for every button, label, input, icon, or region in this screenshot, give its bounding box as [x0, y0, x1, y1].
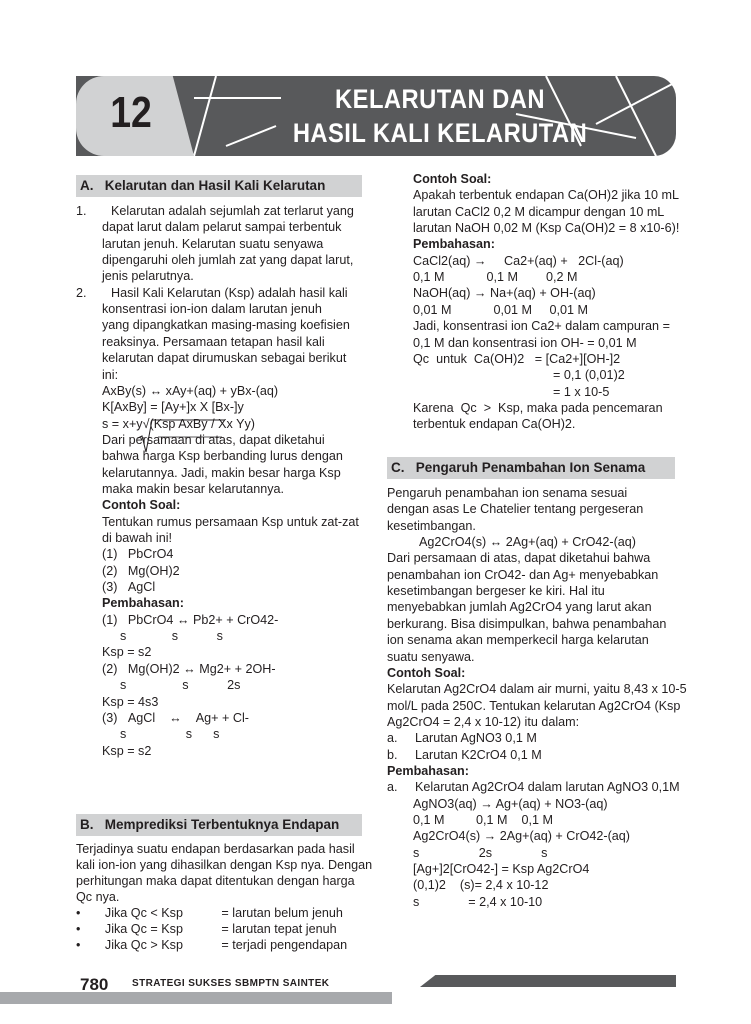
footer-grey-bar — [0, 992, 392, 1004]
chapter-title-line2: HASIL KALI KELARUTAN — [292, 118, 588, 148]
text-line: Ksp = s2 — [102, 743, 152, 758]
text-line: Tentukan rumus persamaan Ksp untuk zat-zat — [102, 514, 359, 529]
text-line: 0,1 M 0,1 M 0,2 M — [413, 270, 578, 285]
text-line: suatu senyawa. — [387, 649, 475, 664]
text-line: di bawah ini! — [102, 531, 173, 545]
text-line: AxBy(s) ↔ xAy+(aq) + yBx-(aq) — [102, 383, 279, 398]
text-line: • Jika Qc > Ksp = terjadi pengendapan — [76, 938, 348, 952]
text-line: Ag2CrO4(s) → 2Ag+(aq) + CrO42-(aq) — [413, 829, 630, 844]
text-line: Ag2CrO4 = 2,4 x 10-12) itu dalam: — [387, 714, 580, 729]
book-title: STRATEGI SUKSES SBMPTN SAINTEK — [132, 978, 330, 989]
text-line: (3) AgCl ↔ Ag+ + Cl- — [102, 710, 249, 725]
text-line: s s s — [120, 727, 220, 742]
text-line: Karena Qc > Ksp, maka pada pencemaran — [413, 400, 663, 415]
text-line: Pengaruh penambahan ion senama sesuai — [387, 486, 628, 500]
section-a-title: A. Kelarutan dan Hasil Kali Kelarutan — [80, 178, 326, 193]
text-line: berkurang. Bisa disimpulkan, bahwa penambahan — [387, 616, 667, 631]
text-line: Qc nya. — [76, 890, 120, 904]
page-number: 780 — [80, 975, 109, 994]
text-line: 0,01 M 0,01 M 0,01 M — [413, 302, 588, 317]
text-line: ini: — [102, 367, 119, 382]
text-line: K[AxBy] = [Ay+]x X [Bx-]y — [102, 400, 244, 415]
text-line: a. Larutan AgNO3 0,1 M — [387, 731, 537, 746]
text-line: Dari persamaan di atas, dapat diketahui — [102, 432, 325, 447]
text-line: s s 2s — [120, 678, 241, 693]
footer-dark-bar — [420, 975, 676, 987]
chapter-number: 12 — [110, 88, 152, 137]
text-line: 2. Hasil Kali Kelarutan (Ksp) adalah hasil kali — [76, 285, 348, 300]
text-line: (2) Mg(OH)2 — [102, 563, 180, 578]
text-line: a. Kelarutan Ag2CrO4 dalam larutan AgNO3 0,1M — [387, 780, 680, 795]
text-line: dengan asas Le Chatelier tentang pergeseran — [387, 502, 644, 517]
text-line: Terjadinya suatu endapan berdasarkan pada hasil — [76, 842, 355, 856]
text-line: terbentuk endapan Ca(OH)2. — [413, 417, 576, 432]
text-line: larutan jenuh. Kelarutan suatu senyawa — [102, 236, 324, 251]
text-line: kali ion-ion yang dihasilkan dengan Ksp nya. Dengan — [76, 858, 373, 872]
text-line: penambahan ion CrO42- dan Ag+ menyebabkan — [387, 567, 659, 582]
text-line: = 0,1 (0,01)2 — [553, 368, 625, 383]
text-line: Qc untuk Ca(OH)2 = [Ca2+][OH-]2 — [413, 351, 621, 366]
text-line: Ksp = s2 — [102, 645, 152, 660]
text-line: kesetimbangan bergeser ke kiri. Hal itu — [387, 584, 605, 599]
text-line: larutan CaCl2 0,2 M dicampur dengan 10 mL — [413, 204, 665, 219]
text-line: s 2s s — [413, 845, 548, 860]
text-line: Pembahasan: — [102, 596, 184, 611]
text-line: • Jika Qc = Ksp = larutan tepat jenuh — [76, 922, 337, 936]
text-line: Kelarutan Ag2CrO4 dalam air murni, yaitu 8,43 x 10-5 — [387, 682, 687, 697]
text-line: AgNO3(aq) → Ag+(aq) + NO3-(aq) — [413, 796, 608, 811]
text-line: Dari persamaan di atas, dapat diketahui bahwa — [387, 551, 651, 566]
text-line: (1) PbCrO4 — [102, 547, 174, 562]
text-line: bahwa harga Ksp berbanding lurus dengan — [102, 449, 343, 464]
text-line: CaCl2(aq) → Ca2+(aq) + 2Cl-(aq) — [413, 253, 624, 268]
section-c-title: C. Pengaruh Penambahan Ion Senama — [391, 460, 646, 475]
text-line: perhitungan maka dapat ditentukan dengan harga — [76, 874, 355, 888]
text-line: Apakah terbentuk endapan Ca(OH)2 jika 10 mL — [413, 188, 680, 203]
text-line: Jadi, konsentrasi ion Ca2+ dalam campuran = — [413, 319, 670, 334]
text-line: maka makin besar kelarutannya. — [102, 481, 285, 496]
text-line: konsentrasi ion-ion dalam larutan jenuh — [102, 302, 322, 317]
section-b-title: B. Memprediksi Terbentuknya Endapan — [80, 817, 340, 832]
text-line: dipengaruhi oleh jumlah zat yang dapat larut, — [102, 253, 354, 268]
text-line: mol/L pada 250C. Tentukan kelarutan Ag2CrO4 (Ksp — [387, 698, 681, 713]
text-line: s = x+y√(Ksp AxBy / Xx Yy) — [102, 416, 255, 431]
text-line: Contoh Soal: — [413, 172, 492, 186]
text-line: 1. Kelarutan adalah sejumlah zat terlarut yang — [76, 204, 354, 218]
text-line: Pembahasan: — [413, 237, 495, 252]
text-line: kelarutan dapat dirumuskan sebagai berikut — [102, 351, 347, 366]
text-line: Pembahasan: — [387, 763, 469, 778]
text-line: NaOH(aq) → Na+(aq) + OH-(aq) — [413, 286, 596, 301]
text-line: menyebabkan jumlah Ag2CrO4 yang larut akan — [387, 600, 652, 615]
text-line: yang dipangkatkan masing-masing koefisien — [102, 318, 350, 333]
text-line: reaksinya. Persamaan tetapan hasil kali — [102, 334, 325, 349]
text-line: kesetimbangan. — [387, 518, 476, 533]
text-line: 0,1 M 0,1 M 0,1 M — [413, 813, 553, 827]
text-line: (0,1)2 (s)= 2,4 x 10-12 — [413, 878, 549, 893]
text-line: s s s — [120, 629, 223, 644]
text-line: Contoh Soal: — [387, 665, 466, 680]
text-line: larutan NaOH 0,02 M (Ksp Ca(OH)2 = 8 x10-6)! — [413, 221, 680, 236]
text-line: 0,1 M dan konsentrasi ion OH- = 0,01 M — [413, 335, 637, 350]
text-line: = 1 x 10-5 — [553, 384, 610, 399]
text-line: kelarutannya. Jadi, makin besar harga Ksp — [102, 465, 341, 480]
radical-sign — [136, 418, 226, 458]
text-line: s = 2,4 x 10-10 — [413, 894, 543, 909]
text-line: • Jika Qc < Ksp = larutan belum jenuh — [76, 906, 343, 920]
text-line: ion senama akan memperkecil harga kelarutan — [387, 633, 649, 648]
text-line: Ksp = 4s3 — [102, 694, 159, 709]
chapter-title-line1: KELARUTAN DAN — [335, 84, 545, 114]
text-line: b. Larutan K2CrO4 0,1 M — [387, 747, 542, 762]
text-line: dapat larut dalam pelarut sampai terbentuk — [102, 220, 342, 235]
text-line: (2) Mg(OH)2 ↔ Mg2+ + 2OH- — [102, 661, 276, 676]
text-line: Contoh Soal: — [102, 498, 181, 513]
text-line: (1) PbCrO4 ↔ Pb2+ + CrO42- — [102, 612, 279, 627]
text-line: Ag2CrO4(s) ↔ 2Ag+(aq) + CrO42-(aq) — [419, 535, 636, 550]
text-line: [Ag+]2[CrO42-] = Ksp Ag2CrO4 — [413, 862, 590, 877]
text-line: (3) AgCl — [102, 580, 156, 595]
text-line: jenis pelarutnya. — [102, 269, 194, 284]
